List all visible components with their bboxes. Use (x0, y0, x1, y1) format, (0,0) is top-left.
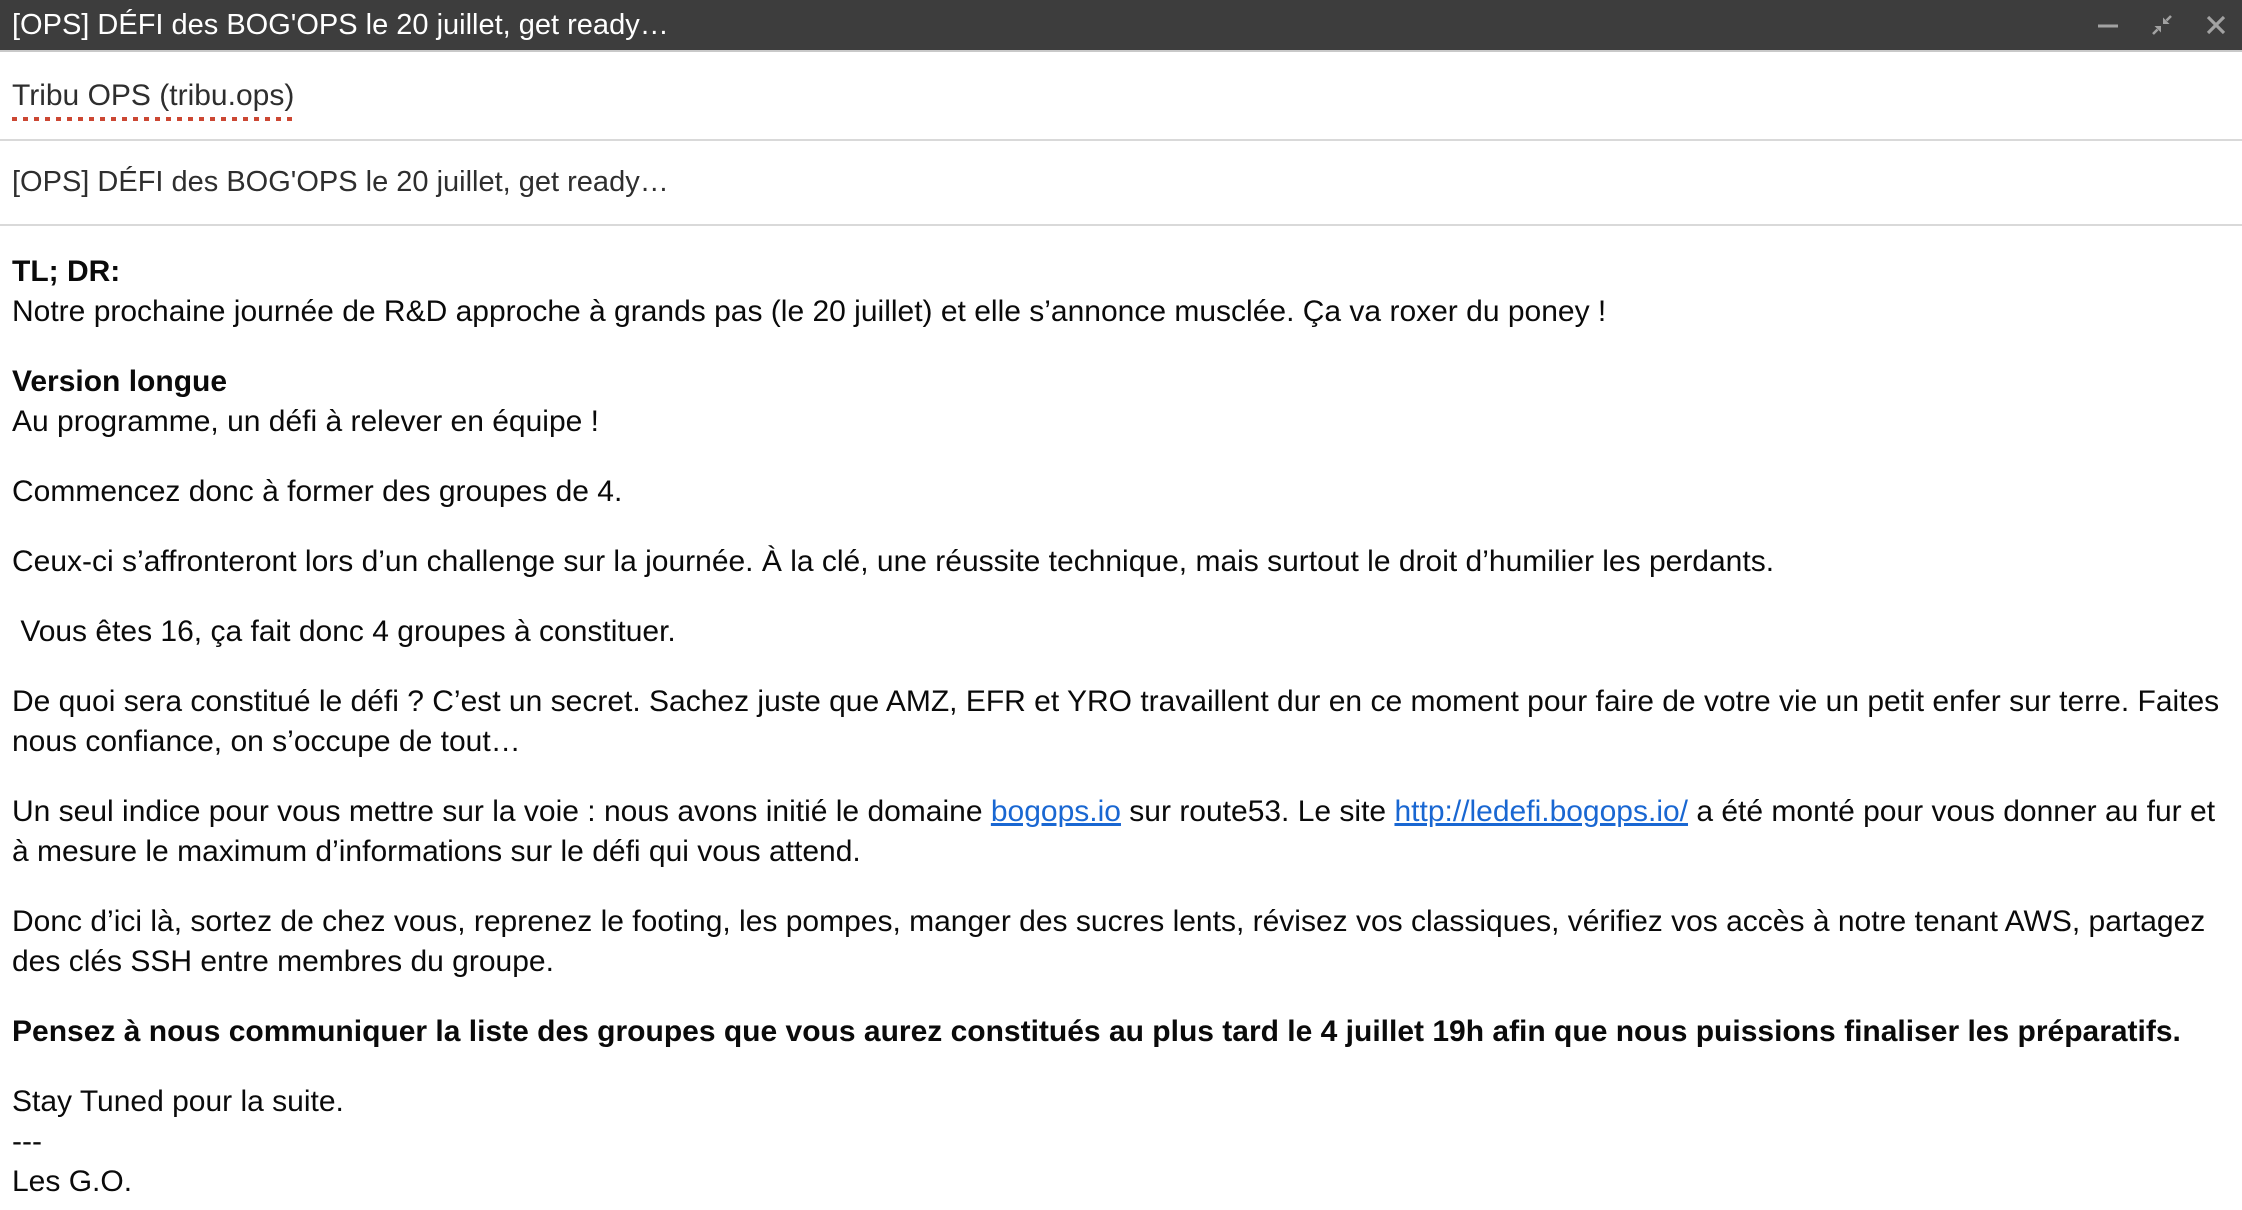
challenge-text: Ceux-ci s’affronteront lors d’un challenge sur la journée. À la clé, une réussite technique, mais surtout le droit d’humilier les perdants. (12, 545, 1775, 578)
close-button[interactable] (2200, 9, 2232, 41)
subject-text: [OPS] DÉFI des BOG'OPS le 20 juillet, get ready… (12, 166, 669, 198)
ledefi-site-link[interactable]: http://ledefi.bogops.io/ (1394, 795, 1689, 828)
stay-tuned-text: Stay Tuned pour la suite. (12, 1085, 344, 1118)
hint-text-before: Un seul indice pour vous mettre sur la voie : nous avons initié le domaine (12, 795, 991, 828)
bogops-domain-link[interactable]: bogops.io (990, 795, 1121, 828)
prepare-paragraph (12, 902, 2230, 982)
long-version-intro: Au programme, un défi à relever en équipe ! (12, 405, 600, 438)
close-icon (2204, 13, 2228, 37)
groups-paragraph (12, 472, 2230, 512)
signature-divider: --- (12, 1125, 42, 1158)
window-controls (2092, 9, 2242, 41)
subject-row (0, 141, 2242, 226)
deadline-text: Pensez à nous communiquer la liste des groupes que vous aurez constitués au plus tard le 4 juillet 19h afin que nous puissions finaliser les préparatifs. (12, 1015, 2181, 1048)
sixteen-text: Vous êtes 16, ça fait donc 4 groupes à constituer. (12, 615, 676, 648)
prepare-text: Donc d’ici là, sortez de chez vous, reprenez le footing, les pompes, manger des sucres lents, révisez vos classiques, vérifiez vos accès à notre tenant AWS, partagez des clés SSH entre membres du groupe. (12, 905, 2206, 978)
window-title: [OPS] DÉFI des BOG'OPS le 20 juillet, get ready… (12, 8, 669, 41)
challenge-paragraph (12, 542, 2230, 582)
sender-name[interactable]: Tribu OPS (tribu.ops) (12, 78, 295, 112)
signature-paragraph (12, 1082, 2230, 1202)
restore-icon (2150, 13, 2174, 37)
minimize-icon (2096, 13, 2120, 37)
secret-text: De quoi sera constitué le défi ? C’est un secret. Sachez juste que AMZ, EFR et YRO travaillent dur en ce moment pour faire de votre vie un petit enfer sur terre. Faites nous confiance, on s’occupe de tout… (12, 685, 2220, 758)
sender-row (0, 52, 2242, 141)
long-version-paragraph (12, 362, 2230, 442)
secret-paragraph (12, 682, 2230, 762)
sixteen-paragraph (12, 612, 2230, 652)
long-version-heading: Version longue (12, 365, 228, 398)
tldr-heading: TL; DR: (12, 255, 121, 288)
groups-text: Commencez donc à former des groupes de 4. (12, 475, 623, 508)
signature-text: Les G.O. (12, 1165, 133, 1198)
hint-text-mid: sur route53. Le site (1120, 795, 1395, 828)
tldr-text: Notre prochaine journée de R&D approche à grands pas (le 20 juillet) et elle s’annonce musclée. Ça va roxer du poney ! (12, 295, 1607, 328)
tldr-paragraph (12, 252, 2230, 332)
email-body (0, 226, 2242, 1202)
deadline-paragraph (12, 1012, 2230, 1052)
minimize-button[interactable] (2092, 9, 2124, 41)
hint-text-after: a été monté pour vous donner au fur et à mesure le maximum d’informations sur le défi qui vous attend. (12, 795, 2216, 868)
hint-paragraph (12, 792, 2230, 872)
restore-button[interactable] (2146, 9, 2178, 41)
window-titlebar (0, 0, 2242, 52)
